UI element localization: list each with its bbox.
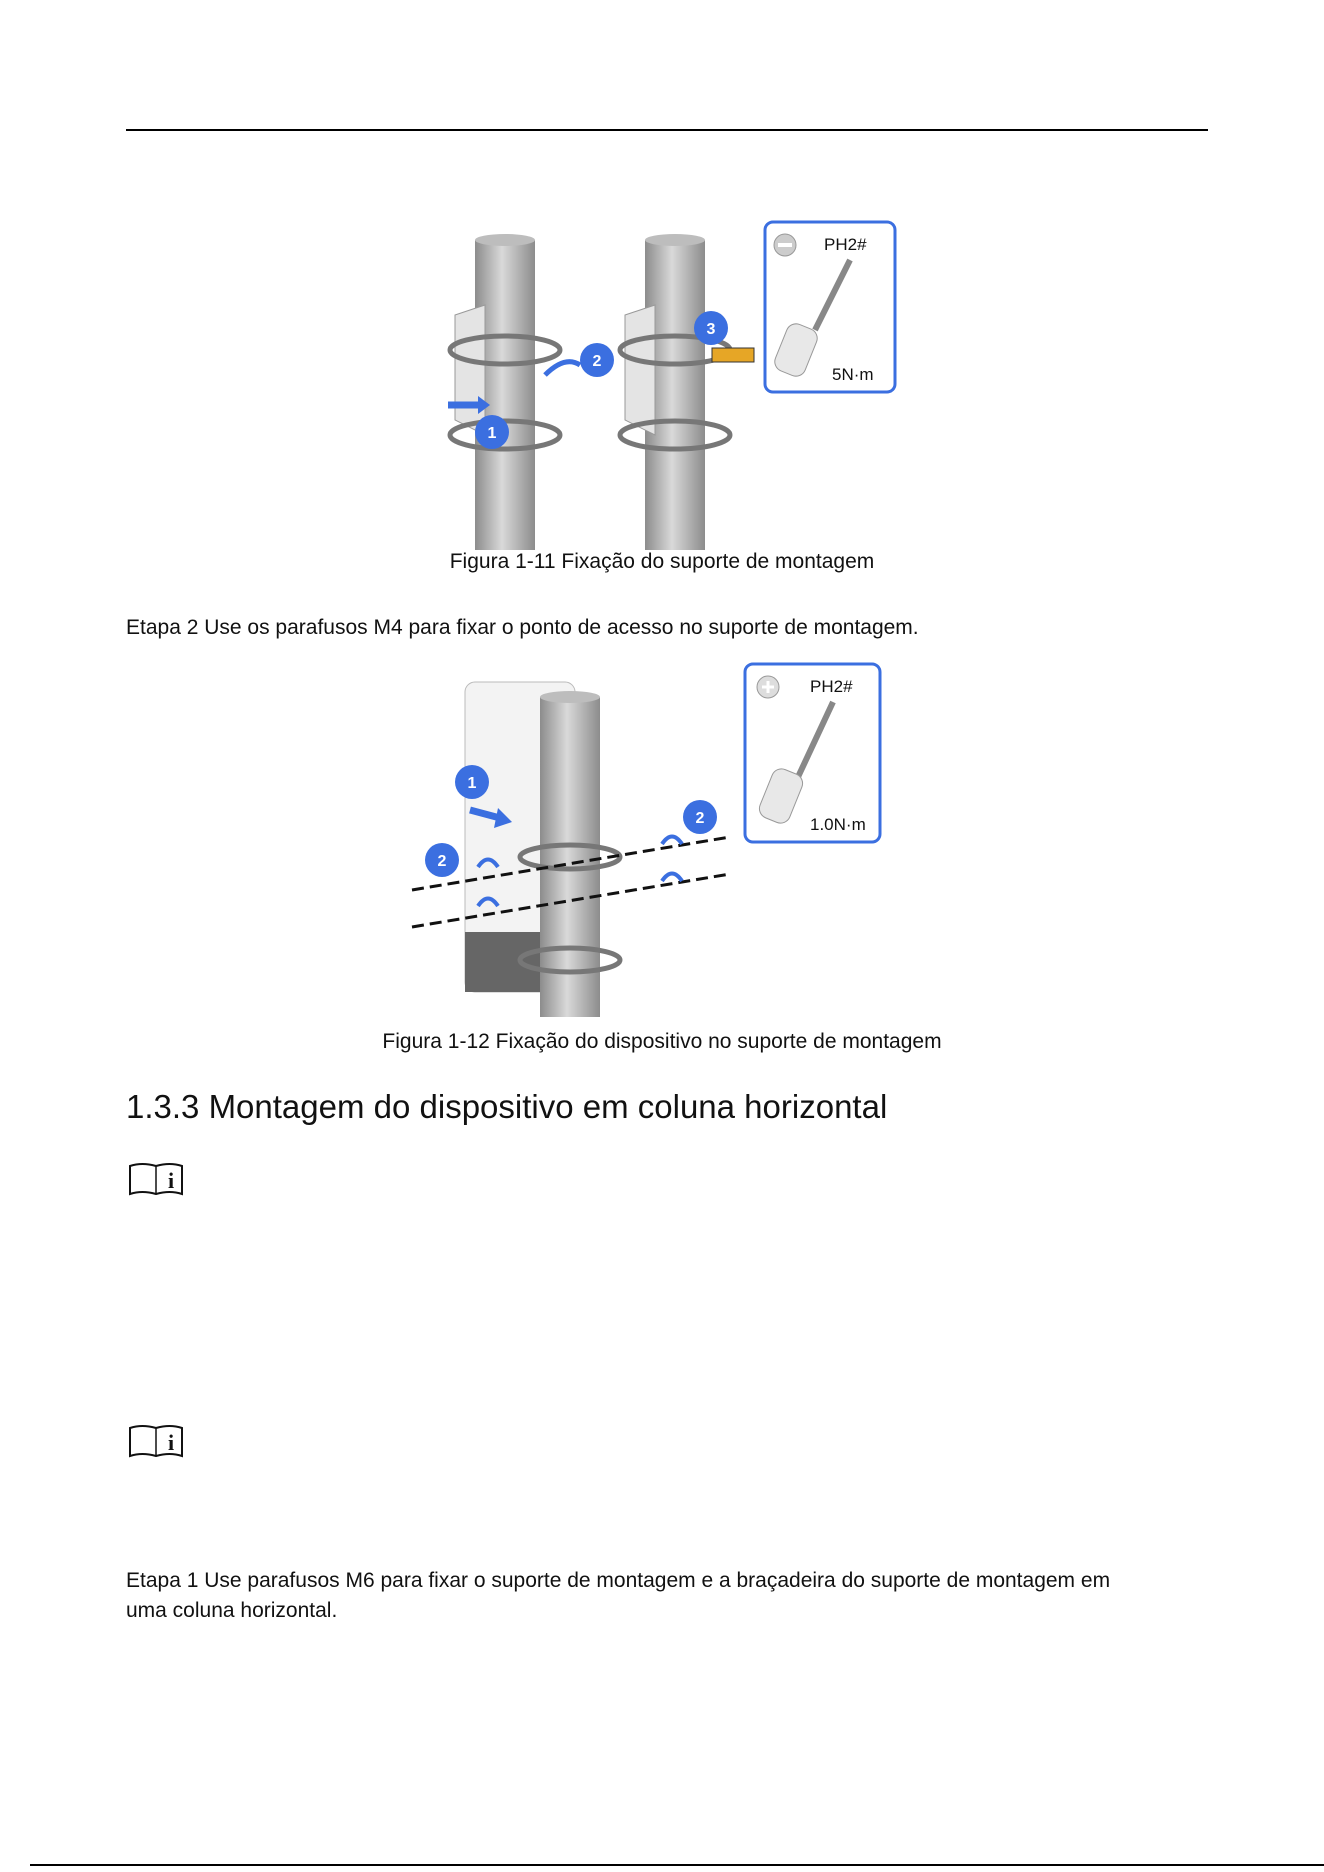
note-icon xyxy=(128,1160,184,1196)
step-badge-2 xyxy=(580,343,614,377)
step-badge-2-right xyxy=(683,800,717,834)
inset-bit-label: PH2# xyxy=(824,235,867,254)
header-rule xyxy=(126,129,1208,131)
torque-inset xyxy=(745,664,880,842)
footer-rule xyxy=(30,1864,1324,1866)
step-badge-1 xyxy=(455,765,489,799)
svg-text:3: 3 xyxy=(706,321,716,338)
svg-text:2: 2 xyxy=(695,810,705,827)
screwdriver xyxy=(712,348,754,362)
step-1-text: Etapa 1 Use parafusos M6 para fixar o suporte de montagem e a braçadeira do suporte de montagem em uma coluna horizontal. xyxy=(126,1569,1111,1622)
step-badge-1 xyxy=(475,415,509,449)
svg-text:1: 1 xyxy=(487,425,497,442)
svg-text:i: i xyxy=(167,1430,175,1455)
figure-1-11-illustration xyxy=(430,220,910,550)
figure-caption-1-11: Figura 1-11 Fixação do suporte de montagem xyxy=(449,550,875,573)
inset-torque: 5N·m xyxy=(832,365,874,384)
inset-bit-label: PH2# xyxy=(810,677,853,696)
torque-inset xyxy=(765,222,895,392)
svg-text:2: 2 xyxy=(592,353,602,370)
svg-text:2: 2 xyxy=(437,853,447,870)
svg-text:i: i xyxy=(167,1168,175,1193)
figure-1-12-illustration xyxy=(400,662,900,1020)
svg-text:1: 1 xyxy=(467,775,477,792)
figure-caption-1-12: Figura 1-12 Fixação do dispositivo no suporte de montagem xyxy=(382,1030,942,1053)
section-title: 1.3.3 Montagem do dispositivo em coluna horizontal xyxy=(126,1088,888,1125)
step-badge-2-left xyxy=(425,843,459,877)
bracket-left xyxy=(455,305,485,435)
inset-torque: 1.0N·m xyxy=(810,815,866,834)
note-icon xyxy=(128,1422,184,1458)
step-2-text: Etapa 2 Use os parafusos M4 para fixar o ponto de acesso no suporte de montagem. xyxy=(126,616,919,639)
step-badge-3 xyxy=(694,311,728,345)
